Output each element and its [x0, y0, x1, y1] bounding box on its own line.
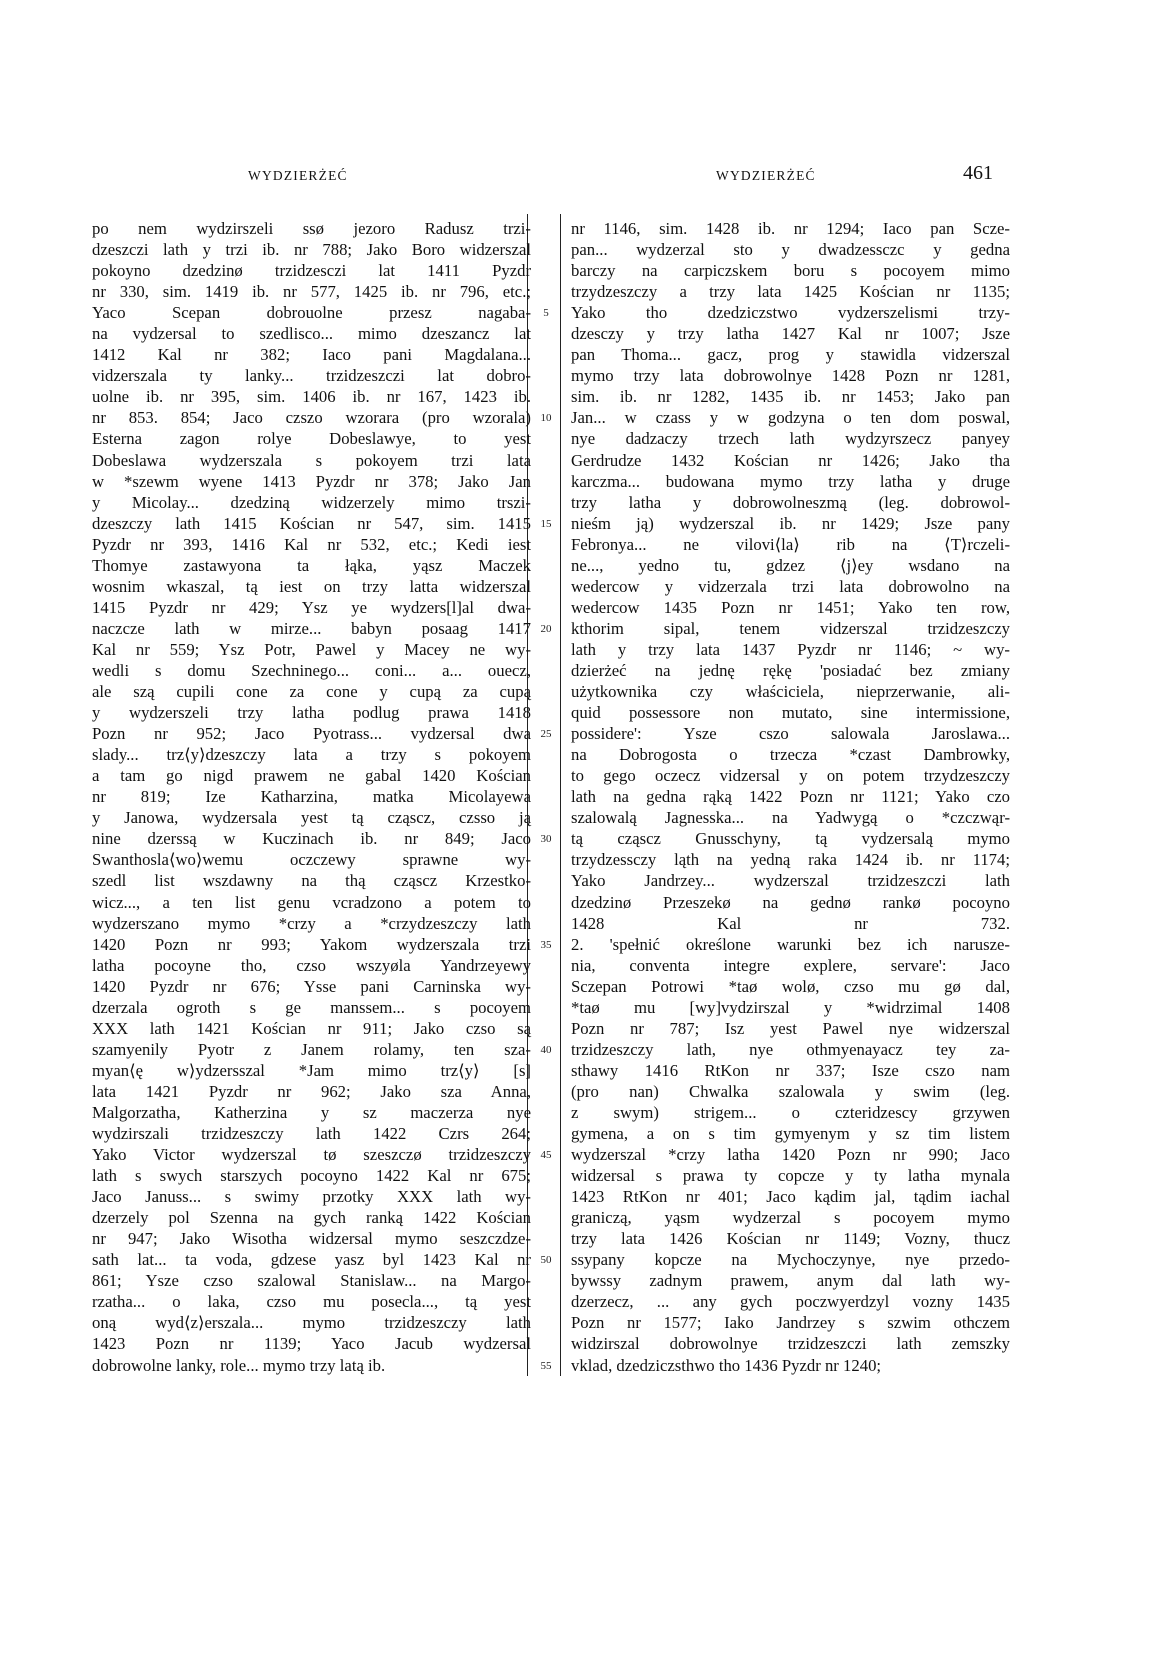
text-line: 1423 Pozn nr 1139; Yaco Jacub wydzersal	[92, 1334, 531, 1354]
text-line: nieśm ją) wydzerszal ib. nr 1429; Jsze pany	[571, 513, 1010, 533]
text-line: lata 1421 Pyzdr nr 962; Jako sza Anna,	[92, 1081, 531, 1101]
text-line: na vydzersal to szedlisco... mimo dzeszancz lat	[92, 324, 531, 344]
line-number: 15	[540, 517, 552, 530]
text-line: szamyenily Pyotr z Janem rolamy, ten sza-	[92, 1039, 531, 1059]
line-number: 50	[540, 1254, 552, 1267]
text-line: pan Thoma... gacz, prog y stawidla vidzerszal	[571, 345, 1010, 365]
text-line: dobrowolne lanky, role... mymo trzy latą ib.	[92, 1355, 386, 1375]
text-line: nr 819; Ize Katharzina, matka Micolayewa	[92, 787, 531, 807]
text-line: nr 853. 854; Jaco czszo wzorara (pro wzorala)	[92, 408, 531, 428]
text-line: nr 947; Jako Wisotha widzersal mymo seszczdze-	[92, 1229, 531, 1249]
column-divider-right	[560, 214, 561, 1376]
line-number: 35	[540, 938, 552, 951]
text-line: slady... trz⟨y⟩dzeszczy lata a trzy s pokoyem	[92, 745, 531, 765]
text-line: Pozn nr 952; Jaco Pyotrass... vydzersal dwa	[92, 724, 531, 744]
text-line: lath y trzy lata 1437 Pyzdr nr 1146; ~ wy-	[571, 639, 1010, 659]
text-line: lath na gedna rąką 1422 Pozn nr 1121; Yako czo	[571, 787, 1010, 807]
text-line: lath s swych starszych pocoyno 1422 Kal nr 675;	[92, 1166, 531, 1186]
text-line: *taø mu [wy]vydzirszal y *widrzimal 1408	[571, 997, 1010, 1017]
text-line: vklad, dzedziczsthwo tho 1436 Pyzdr nr 1240;	[571, 1355, 882, 1375]
text-line: trzy lata 1426 Kościan nr 1149; Vozny, thucz	[571, 1229, 1010, 1249]
text-line: widzersal s prawa ty copcze y ty latha mynala	[571, 1166, 1010, 1186]
text-line: quid possessore non mutato, sine intermissione,	[571, 703, 1010, 723]
left-text-column	[92, 218, 531, 1376]
text-line: Jan... w czass y w godzyna o ten dom poswal,	[571, 408, 1010, 428]
text-line: dzesczy y trzy latha 1427 Kal nr 1007; Jsze	[571, 324, 1010, 344]
text-line: ne..., yedno tu, gdzez ⟨j⟩ey wsdano na	[571, 555, 1010, 575]
text-line: barczy na carpiczskem boru s pocoyem mimo	[571, 261, 1010, 281]
text-line: y Janowa, wydzersala yest tą cząscz, czsso ją	[92, 808, 531, 828]
line-number: 10	[540, 412, 552, 425]
text-line: wydzerszal *crzy latha 1420 Pozn nr 990; Jaco	[571, 1145, 1010, 1165]
line-number: 30	[540, 833, 552, 846]
running-head-right: WYDZIERŻEĆ	[716, 168, 816, 183]
text-line: myan⟨ę w⟩ydzersszal *Jam mimo trz⟨y⟩ [s]	[92, 1060, 531, 1080]
text-line: Febronya... ne vilovi⟨la⟩ rib na ⟨T⟩rczeli-	[571, 534, 1010, 554]
text-line: 1420 Pozn nr 993; Yakom wydzerszala trzi	[92, 934, 531, 954]
text-line: dzedzinø Przeszekø na gednø rankø pocoyno	[571, 892, 1010, 912]
text-line: pokoyno dzedzinø trzidzesczi lat 1411 Pyzdr	[92, 261, 531, 281]
text-line: vidzerszala ty lanky... trzidzeszczi lat dobro-	[92, 366, 531, 386]
text-line: trzidzeszczy lath, nye othmyenayacz tey za-	[571, 1039, 1010, 1059]
text-line: Swanthosla⟨wo⟩wemu oczczewy sprawne wy-	[92, 850, 531, 870]
text-line: nine dzerssą w Kuczinach ib. nr 849; Jaco	[92, 829, 531, 849]
text-line: y wydzerszeli trzy latha podlug prawa 1418	[92, 703, 531, 723]
text-line: sthawy 1416 RtKon nr 337; Isze cszo nam	[571, 1060, 1010, 1080]
text-line: ssypany kopcze na Mychoczynye, nye przedo-	[571, 1250, 1010, 1270]
text-line: po nem wydzirszeli ssø jezoro Radusz trzi-	[92, 219, 531, 238]
line-number: 55	[540, 1359, 552, 1372]
text-line: Pozn nr 1577; Iako Jandrzey s szwim othczem	[571, 1313, 1010, 1333]
text-line: Gerdrudze 1432 Kościan nr 1426; Jako tha	[571, 450, 1010, 470]
text-line: wedli s domu Szechninego... coni... a... ouecz,	[92, 660, 531, 680]
text-line: (pro nan) Chwalka szalowala y swim (leg.	[571, 1081, 1010, 1101]
text-line: trzy latha y dobrowolneszmą (leg. dobrowol-	[571, 492, 1010, 512]
text-line: Pyzdr nr 393, 1416 Kal nr 532, etc.; Kedi iest	[92, 534, 531, 554]
text-line: gymena, a on s tim gymyenym y sz tim listem	[571, 1124, 1010, 1144]
text-line: y Micolay... dzedziną widzerzely mimo trszi-	[92, 492, 531, 512]
text-line: Esterna zagon rolye Dobeslawye, to yest	[92, 429, 531, 449]
text-line: Yako Jandrzey... wydzerszal trzidzeszczi lath	[571, 871, 1010, 891]
text-line: szedl list wszdawny na thą cząscz Krzestko-	[92, 871, 531, 891]
text-line: dzeszczy lath 1415 Kościan nr 547, sim. 1415	[92, 513, 531, 533]
text-line: pan... wydzerzal sto y dwadzessczc y gedna	[571, 240, 1010, 260]
text-line: tą cząscz Gnusschyny, tą vydzersalą mymo	[571, 829, 1010, 849]
line-number: 25	[540, 728, 552, 741]
text-line: graniczą, yąsm wydzerzal s pocoyem mymo	[571, 1208, 1010, 1228]
text-line: a tam go nigd prawem ne gabal 1420 Kościan	[92, 766, 531, 786]
text-line: wedercow 1435 Pozn nr 1451; Yako ten row,	[571, 597, 1010, 617]
text-line: sim. ib. nr 1282, 1435 ib. nr 1453; Jako pan	[571, 387, 1010, 407]
text-line: nr 1146, sim. 1428 ib. nr 1294; Iaco pan Scze-	[571, 219, 1010, 238]
text-line: trzydzeszczy a trzy lata 1425 Kościan nr 1135;	[571, 282, 1010, 302]
text-line: szalowalą Jagnesska... na Yadwygą o *czczwąr-	[571, 808, 1010, 828]
text-line: Dobeslawa wydzerszala s pokoyem trzi lata	[92, 450, 531, 470]
text-line: wydzerszano mymo *crzy a *crzydzeszczy lath	[92, 913, 531, 933]
text-line: nye dadzaczy trzech lath wydzyrszecz panyey	[571, 429, 1010, 449]
text-line: to gego oczecz vidzersal y on potem trzydzeszczy	[571, 766, 1010, 786]
text-line: na Dobrogosta o trzecza *czast Dambrowky,	[571, 745, 1010, 765]
right-text-column	[571, 218, 1010, 1376]
text-line: naczcze lath w mirze... babyn posaag 1417	[92, 618, 531, 638]
text-line: wedercow y vidzerzala trzi lata dobrowolno na	[571, 576, 1010, 596]
text-line: Yako tho dzedziczstwo vydzerszelismi trzy-	[571, 303, 1010, 323]
text-line: 1412 Kal nr 382; Iaco pani Magdalana...	[92, 345, 531, 365]
text-line: XXX lath 1421 Kościan nr 911; Jako czso są	[92, 1018, 531, 1038]
text-line: 1420 Pyzdr nr 676; Ysse pani Carninska wy-	[92, 976, 531, 996]
text-line: dzerzely pol Szenna na gych ranką 1422 Kościan	[92, 1208, 531, 1228]
text-line: Yaco Scepan dobrouolne przesz nagaba-	[92, 303, 531, 323]
text-line: wydzirszali trzidzeszczy lath 1422 Czrs 264;	[92, 1124, 531, 1144]
text-line: wosnim wkaszal, tą iest on trzy latta widzerszal	[92, 576, 531, 596]
text-line: Kal nr 559; Ysz Potr, Pawel y Macey ne wy-	[92, 639, 531, 659]
text-line: dzerzecz, ... any gych poczwyerdzyl vozny 1435	[571, 1292, 1010, 1312]
text-line: 1423 RtKon nr 401; Jaco kądim jal, tądim iachal	[571, 1187, 1010, 1207]
line-number: 40	[540, 1043, 552, 1056]
text-line: dzerzala ogroth s ge manssem... s pocoyem	[92, 997, 531, 1017]
text-line: ale szą cupili cone za cone y cupą za cupą	[92, 682, 531, 702]
text-line: trzydzessczy ląth na yedną raka 1424 ib. nr 1174;	[571, 850, 1010, 870]
text-line: nr 330, sim. 1419 ib. nr 577, 1425 ib. nr 796, etc.;	[92, 282, 531, 302]
text-line: mymo trzy lata dobrowolnye 1428 Pozn nr 1281,	[571, 366, 1010, 386]
running-head-left: WYDZIERŻEĆ	[248, 168, 348, 183]
text-line: oną wyd⟨z⟩erszala... mymo trzidzeszczy lath	[92, 1313, 531, 1333]
text-line: dzeszczi lath y trzi ib. nr 788; Jako Boro widzerszal	[92, 240, 531, 260]
text-line: Malgorzatha, Katherzina y sz maczerza nye	[92, 1102, 531, 1122]
text-line: 1428 Kal nr 732.	[571, 913, 1010, 933]
text-line: sath lat... ta voda, gdzese yasz byl 1423 Kal nr	[92, 1250, 531, 1270]
text-line: nia, conventa integre explere, servare': Jaco	[571, 955, 1010, 975]
text-line: 2. 'spełnić określone warunki bez ich narusze-	[571, 934, 1010, 954]
page-number: 461	[963, 162, 993, 184]
text-line: Thomye zastawyona ta łąka, yąsz Maczek	[92, 555, 531, 575]
text-line: kthorim sipal, tenem vidzerszal trzidzeszczy	[571, 618, 1010, 638]
text-line: uolne ib. nr 395, sim. 1406 ib. nr 167, 1423 ib.	[92, 387, 531, 407]
text-line: Jaco Januss... s swimy przotky XXX lath wy-	[92, 1187, 531, 1207]
line-number: 45	[540, 1149, 552, 1162]
line-number: 20	[540, 622, 552, 635]
text-line: 861; Ysze czso szalowal Stanislaw... na Margo-	[92, 1271, 531, 1291]
text-line: użytkownika czy właściciela, nieprzerwanie, ali-	[571, 682, 1010, 702]
text-line: Sczepan Potrowi *taø wolø, czso mu gø dal,	[571, 976, 1010, 996]
text-line: dzierżeć na jednę rękę 'posiadać bez zmiany	[571, 660, 1010, 680]
text-line: widzirszal dobrowolnye trzidzeszczi lath zemszky	[571, 1334, 1010, 1354]
text-line: 1415 Pyzdr nr 429; Ysz ye wydzers[l]al dwa-	[92, 597, 531, 617]
text-line: z swym) strigem... o czteridzescy grzywen	[571, 1102, 1010, 1122]
text-line: latha pocoyne tho, czso wszyøla Yandrzeyewy	[92, 955, 531, 975]
text-line: karczma... budowana mymo trzy latha y druge	[571, 471, 1010, 491]
text-line: rzatha... o laka, czso mu posecla..., tą yest	[92, 1292, 531, 1312]
line-number: 5	[543, 307, 549, 320]
text-line: possidere': Ysze cszo salowala Jaroslawa...	[571, 724, 1010, 744]
text-line: Pozn nr 787; Isz yest Pawel nye widzerszal	[571, 1018, 1010, 1038]
text-line: w *szewm wyene 1413 Pyzdr nr 378; Jako Jan	[92, 471, 531, 491]
text-line: Yako Victor wydzerszal tø szeszczø trzidzeszczy	[92, 1145, 531, 1165]
text-line: wicz..., a ten list genu vcradzono a potem to	[92, 892, 531, 912]
text-line: bywssy zadnym prawem, anym dal lath wy-	[571, 1271, 1010, 1291]
